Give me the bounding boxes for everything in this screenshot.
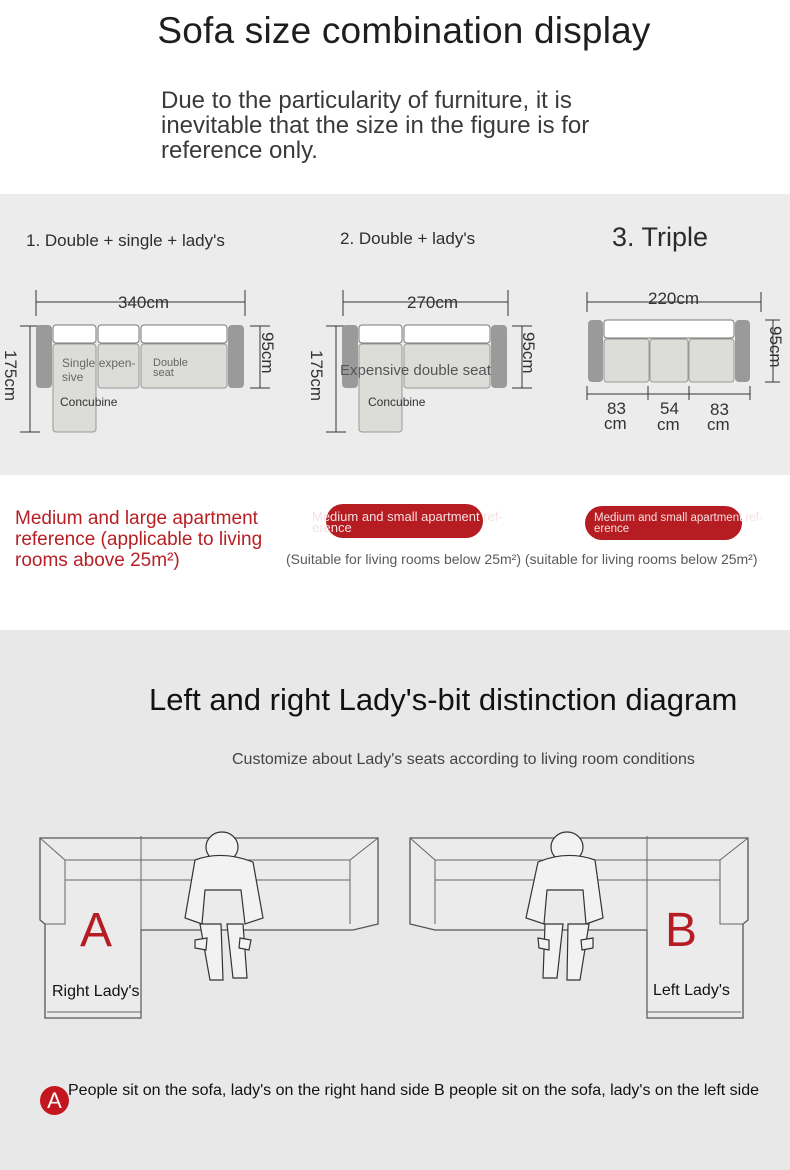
disclaimer-text: Due to the particularity of furniture, it is inevitable that the size in the figure is for reference only. bbox=[161, 87, 590, 164]
seat-label: Expensive double seat bbox=[340, 362, 491, 379]
width-label: 220cm bbox=[648, 289, 700, 308]
page-title: Sofa size combination display bbox=[157, 10, 651, 51]
suitable-note: (Suitable for living rooms below 25m²) (suitable for living rooms below 25m²) bbox=[286, 551, 758, 567]
seat-label: Single expen- bbox=[62, 356, 136, 370]
reference-pill-small: Medium and small apartment ref-erence bbox=[326, 504, 483, 538]
width-label: 270cm bbox=[407, 293, 459, 312]
armrest-left bbox=[36, 325, 52, 388]
armrest-right bbox=[228, 325, 244, 388]
sofa-diagram-1 bbox=[0, 280, 290, 450]
letter-a: A bbox=[80, 904, 113, 957]
letter-b: B bbox=[665, 904, 698, 957]
width-label: 340cm bbox=[118, 293, 170, 312]
lady-section-subtitle: Customize about Lady's seats according to living room conditions bbox=[232, 751, 695, 768]
seat-label: Double bbox=[153, 357, 188, 369]
depth-label: 95cm bbox=[258, 332, 277, 374]
segment-label: 54 bbox=[660, 399, 679, 418]
segment-label: cm bbox=[707, 415, 730, 434]
sofa-diagram-3 bbox=[570, 280, 790, 440]
depth-label: 95cm bbox=[519, 332, 538, 374]
lady-explanation-note: People sit on the sofa, lady's on the right hand side B people sit on the sofa, lady's on the left side bbox=[68, 1082, 759, 1099]
sofa-diagram-2 bbox=[300, 280, 550, 450]
seat-label: sive bbox=[62, 370, 84, 384]
segment-label: 83 bbox=[710, 400, 729, 419]
length-label: 175cm bbox=[307, 350, 326, 402]
segment-label: cm bbox=[604, 414, 627, 433]
segment-label: 83 bbox=[607, 399, 626, 418]
reference-pill-small: Medium and small apartment ref-erence bbox=[585, 506, 742, 540]
chaise-label: Concubine bbox=[60, 395, 118, 409]
depth-label: 95cm bbox=[766, 326, 785, 368]
marker-a-badge: A bbox=[40, 1086, 69, 1115]
lady-section-title: Left and right Lady's-bit distinction diagram bbox=[149, 682, 738, 717]
right-lady-label: Right Lady's bbox=[52, 983, 140, 1000]
chaise-label: Concubine bbox=[368, 395, 426, 409]
segment-label: cm bbox=[657, 415, 680, 434]
reference-medium-large: Medium and large apartment reference (applicable to living rooms above 25m²) bbox=[15, 508, 263, 571]
combo-2-title: 2. Double + lady's bbox=[340, 229, 476, 248]
seat-label: seat bbox=[153, 367, 174, 379]
combo-1-title: 1. Double + single + lady's bbox=[26, 231, 225, 250]
left-lady-label: Left Lady's bbox=[653, 982, 730, 999]
length-label: 175cm bbox=[1, 350, 20, 402]
combo-3-title: 3. Triple bbox=[612, 222, 709, 252]
